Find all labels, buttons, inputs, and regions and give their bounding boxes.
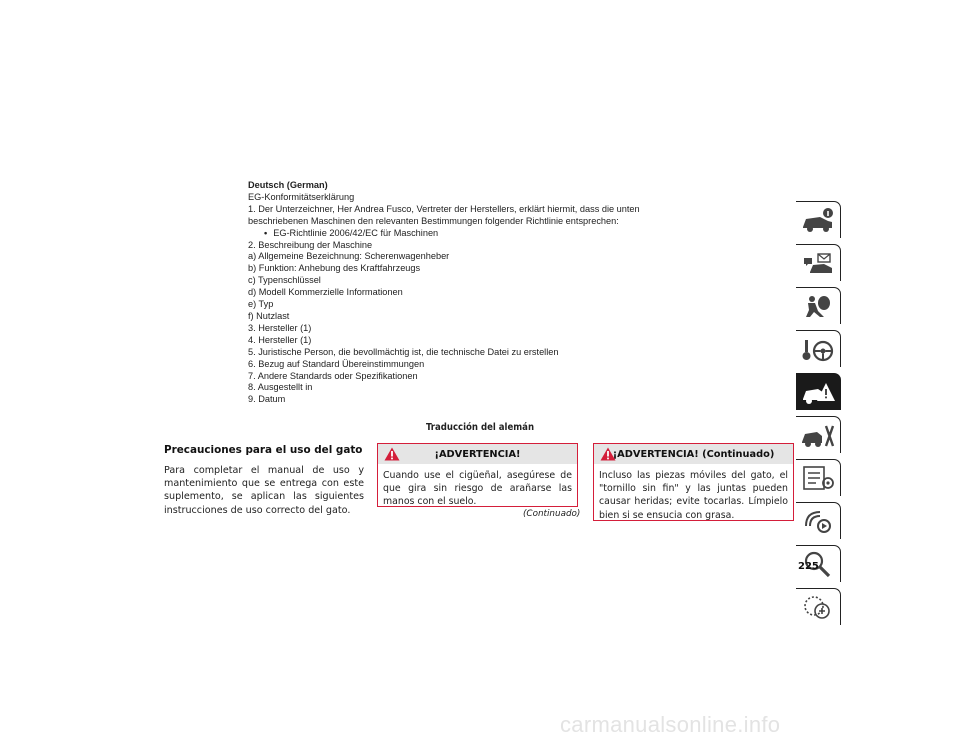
tab-car-messages[interactable] [796,244,841,281]
tab-emergency[interactable] [796,373,841,410]
language-icon [800,592,836,622]
section-title: Precauciones para el uso del gato [164,444,363,456]
car-messages-icon [800,248,836,278]
german-line: 8. Ausgestellt in [248,382,313,393]
bullet-icon: • [264,227,268,238]
warning-body: Cuando use el cigüeñal, asegúrese de que gira sin riesgo de arañarse las manos con el suelo. [383,470,572,508]
german-line: b) Funktion: Anhebung des Kraftfahrzeugs [248,263,421,274]
specifications-list-icon [800,463,836,493]
multimedia-icon [800,506,836,536]
warning-triangle-icon [600,447,616,461]
german-line: EG-Konformitätserklärung [248,191,355,202]
car-info-icon [800,205,836,235]
tab-service[interactable] [796,416,841,453]
tab-steering[interactable] [796,330,841,367]
warning-box [377,443,578,507]
car-service-icon [800,420,836,450]
tab-specifications[interactable] [796,459,841,496]
warning-triangle-icon [384,447,400,461]
warning-title: ¡ADVERTENCIA! [434,448,521,460]
warning-header [594,444,793,464]
figure-caption: Traducción del alemán [426,422,535,433]
continued-label: (Continuado) [523,509,581,519]
german-line: 6. Bezug auf Standard Übereinstimmungen [248,358,425,369]
german-line: 2. Beschreibung der Maschine [248,239,373,250]
page-number: 225 [798,561,819,572]
steering-wheel-icon [800,334,836,364]
german-declaration [248,180,668,406]
german-line: d) Modell Kommerzielle Informationen [248,287,403,298]
warning-header [378,444,577,464]
tab-language[interactable] [796,588,841,625]
car-emergency-icon [800,377,836,407]
german-line: beschriebenen Maschinen den relevanten Bestimmungen folgender Richtlinie entsprechen: [248,215,619,226]
german-line: a) Allgemeine Bezeichnung: Scherenwagenheber [248,251,450,262]
german-line: 9. Datum [248,394,286,405]
german-line: 3. Hersteller (1) [248,322,312,333]
section-body: Para completar el manual de uso y mantenimiento que se entrega con este suplemento, se aplican las siguientes instrucciones de uso correcto del gato. [164,465,364,516]
warning-title: ¡ADVERTENCIA! (Continuado) [612,448,775,460]
german-bullet [248,228,668,240]
german-line: 1. Der Unterzeichner, Her Andrea Fusco, Vertreter der Herstellers, erklärt hiermit, dass die unten [248,203,640,214]
warning-box-continued [593,443,794,521]
tab-safety[interactable] [796,287,841,324]
german-line: e) Typ [248,299,274,310]
german-bullet-text: EG-Richtlinie 2006/42/EC für Maschinen [273,227,439,238]
tab-car-info[interactable] [796,201,841,238]
german-title: Deutsch (German) [248,180,328,190]
german-line: 4. Hersteller (1) [248,334,312,345]
german-line: 7. Andere Standards oder Spezifikationen [248,370,418,381]
airbag-safety-icon [800,291,836,321]
warning-body: Incluso las piezas móviles del gato, el "tornillo sin fin" y las juntas pueden causar heridas; evite tocarlas. Límpielo bien si se ensucia con grasa. [599,470,788,521]
tab-multimedia[interactable] [796,502,841,539]
german-line: 5. Juristische Person, die bevollmächtig ist, die technische Datei zu erstellen [248,346,559,357]
watermark: carmanualsonline.info [560,712,781,737]
german-line: f) Nutzlast [248,310,290,321]
german-line: c) Typenschlüssel [248,275,321,286]
